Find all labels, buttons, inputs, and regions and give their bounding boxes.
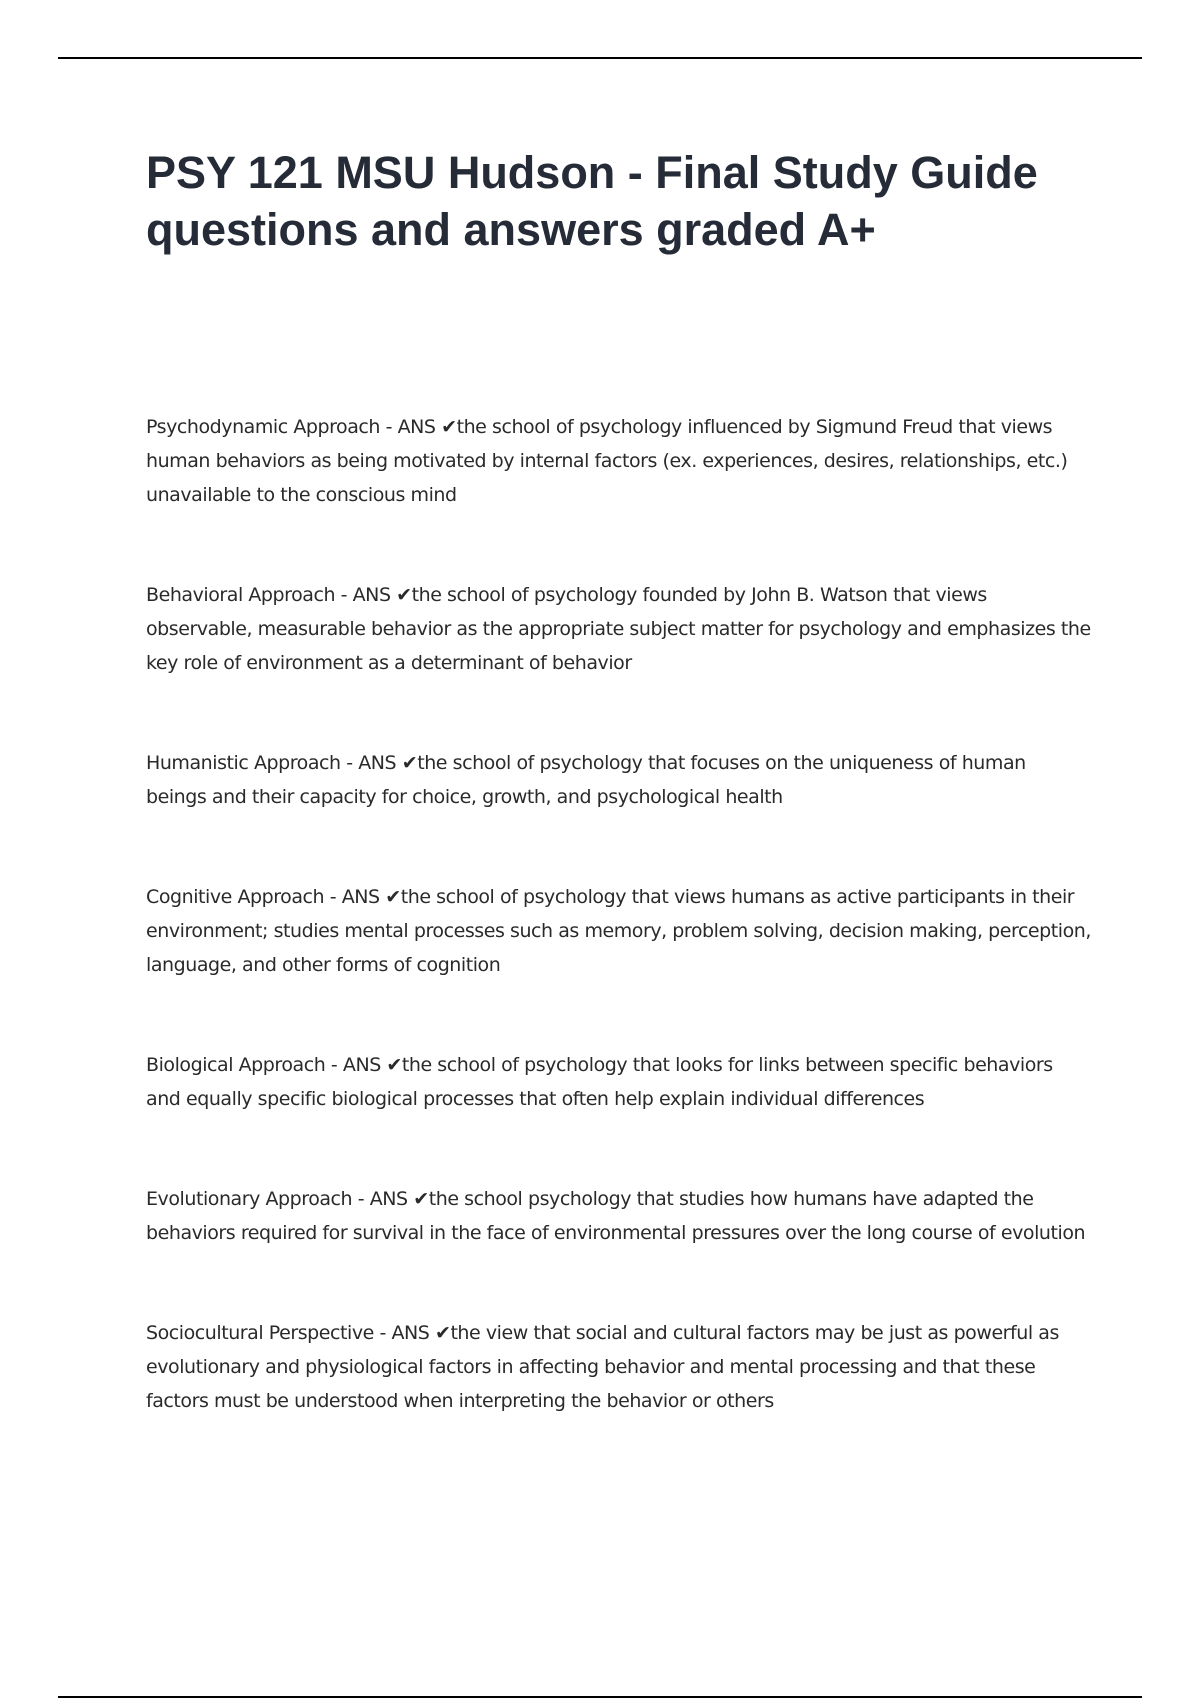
entry-term: Psychodynamic Approach - ANS bbox=[146, 416, 442, 438]
entry-humanistic bbox=[146, 746, 1091, 814]
check-icon: ✔ bbox=[385, 886, 401, 908]
top-divider bbox=[58, 57, 1142, 59]
entry-definition: the school of psychology that focuses on the uniqueness of human beings and their capacity for choice, growth, and psychological health bbox=[146, 752, 1026, 808]
entry-definition: the school of psychology influenced by Sigmund Freud that views human behaviors as being motivated by internal factors (ex. experiences, desires, relationships, etc.) unavailable to the conscious mind bbox=[146, 416, 1068, 506]
entry-term: Biological Approach - ANS bbox=[146, 1054, 387, 1076]
entry-term: Evolutionary Approach - ANS bbox=[146, 1188, 414, 1210]
check-icon: ✔ bbox=[413, 1188, 429, 1210]
entry-behavioral bbox=[146, 578, 1091, 680]
entry-biological bbox=[146, 1048, 1091, 1116]
entry-definition: the school of psychology that looks for links between specific behaviors and equally specific biological processes that often help explain individual differences bbox=[146, 1054, 1053, 1110]
check-icon: ✔ bbox=[441, 416, 457, 438]
entry-definition: the school of psychology founded by John B. Watson that views observable, measurable behavior as the appropriate subject matter for psychology and emphasizes the key role of environment as a determinant of behavior bbox=[146, 584, 1091, 674]
entry-definition: the view that social and cultural factors may be just as powerful as evolutionary and physiological factors in affecting behavior and mental processing and that these factors must be understood when interpreting the behavior or others bbox=[146, 1322, 1059, 1412]
entry-term: Behavioral Approach - ANS bbox=[146, 584, 397, 606]
entry-sociocultural bbox=[146, 1316, 1091, 1418]
entry-term: Sociocultural Perspective - ANS bbox=[146, 1322, 435, 1344]
entry-definition: the school of psychology that views humans as active participants in their environment; studies mental processes such as memory, problem solving, decision making, perception, language, and other forms of cognition bbox=[146, 886, 1091, 976]
study-guide-entries bbox=[146, 410, 1091, 1418]
document-title: PSY 121 MSU Hudson - Final Study Guide questions and answers graded A+ bbox=[146, 147, 1038, 255]
entry-cognitive bbox=[146, 880, 1091, 982]
check-icon: ✔ bbox=[401, 752, 418, 774]
entry-evolutionary bbox=[146, 1182, 1091, 1250]
check-icon: ✔ bbox=[396, 584, 412, 606]
entry-term: Humanistic Approach - ANS bbox=[146, 752, 402, 774]
bottom-divider bbox=[58, 1696, 1142, 1698]
check-icon: ✔ bbox=[386, 1054, 402, 1076]
entry-definition: the school psychology that studies how humans have adapted the behaviors required for survival in the face of environmental pressures over the long course of evolution bbox=[146, 1188, 1086, 1244]
entry-psychodynamic bbox=[146, 410, 1091, 512]
entry-term: Cognitive Approach - ANS bbox=[146, 886, 386, 908]
check-icon: ✔ bbox=[434, 1322, 451, 1344]
